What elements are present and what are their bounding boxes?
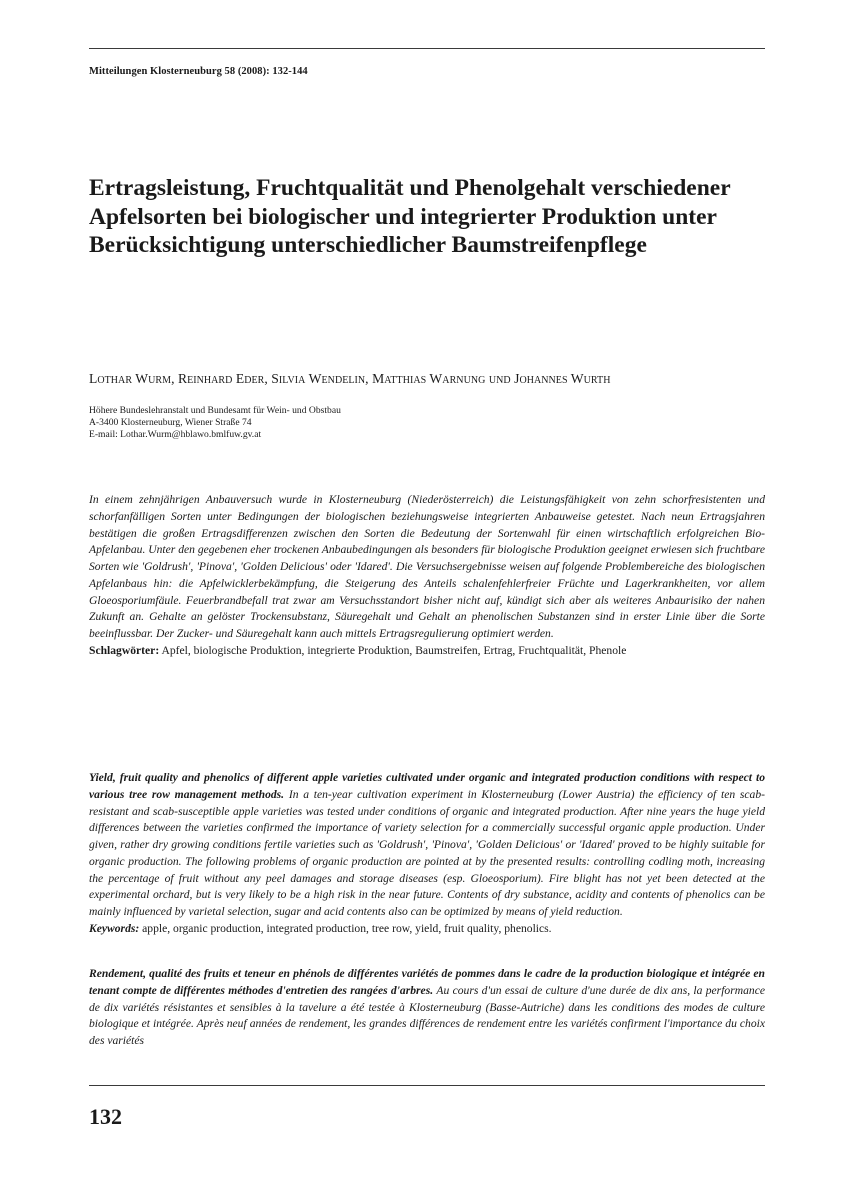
affiliation-address: A-3400 Klosterneuburg, Wiener Straße 74 <box>89 417 252 428</box>
abstract-german <box>89 492 765 660</box>
author-list: Lothar Wurm, Reinhard Eder, Silvia Wendelin, Matthias Warnung und Johannes Wurth <box>89 371 611 386</box>
keywords-english-label: Keywords: <box>89 921 140 935</box>
abstract-english <box>89 770 765 938</box>
journal-citation: Mitteilungen Klosterneuburg 58 (2008): 132-144 <box>89 66 308 77</box>
affiliation-institution: Höhere Bundeslehranstalt und Bundesamt für Wein- und Obstbau <box>89 405 341 416</box>
affiliation-email: E-mail: Lothar.Wurm@hblawo.bmlfuw.gv.at <box>89 429 262 440</box>
abstract-english-title: Yield, fruit quality and phenolics of different apple varieties cultivated under organic and integrated production conditions with respect to various tree row management methods. <box>89 771 765 801</box>
affiliation <box>89 405 341 441</box>
abstract-french-text: Au cours d'un essai de culture d'une durée de dix ans, la performance de dix variétés résistantes et sensibles à la tavelure a été testée à Klosterneuburg (Basse-Autriche) dans les conditions des modes de culture biologique et intégrée. Après neuf années de rendement, les grandes différences de rendement entre les variétés confirment l'importance du choix des variétés <box>89 983 765 1047</box>
keywords-english-list: apple, organic production, integrated production, tree row, yield, fruit quality, phenolics. <box>142 921 552 935</box>
keywords-german-list: Apfel, biologische Produktion, integrierte Produktion, Baumstreifen, Ertrag, Fruchtqualität, Phenole <box>161 643 627 657</box>
top-rule <box>89 48 765 49</box>
abstract-english-body <box>89 770 765 921</box>
keywords-english <box>89 921 765 938</box>
abstract-french-title: Rendement, qualité des fruits et teneur en phénols de différentes variétés de pommes dans le cadre de la production biologique et intégrée en tenant compte de différentes méthodes d'entretien des rangées d'arbres. <box>89 967 765 997</box>
article-title: Ertragsleistung, Fruchtqualität und Phenolgehalt verschiedener Apfelsorten bei biologischer und integrierter Produktion unter Berücksichtigung unterschiedlicher Baumstreifenpflege <box>89 175 731 258</box>
abstract-german-text: In einem zehnjährigen Anbauversuch wurde in Klosterneuburg (Niederösterreich) die Leistungsfähigkeit von zehn schorfresistenten und schorfanfälligen Sorten unter Bedingungen der biologischen beziehungsweise integrierten Anbauweise getestet. Nach neun Ertragsjahren bestätigen die großen Ertragsdifferenzen zwischen den Sorten die Bedeutung der Sortenwahl für einen wirtschaftlich erfolgreichen Bio-Apfelanbau. Unter den gegebenen eher trockenen Anbaubedingungen als besonders für biologische Produktion geeignet erwiesen sich fruchtbare Sorten wie 'Goldrush', 'Pinova', 'Golden Delicious' oder 'Idared'. Die Versuchsergebnisse weisen auf folgende Problembereiche des biologischen Apfelanbaus hin: die Apfelwicklerbekämpfung, die Steigerung des Anteils schalenfehlerfreier Früchte und Lagerkrankheiten, vor allem Gloeosporiumfäule. Feuerbrandbefall trat zwar am Versuchsstandort bisher nicht auf, kündigt sich aber als weiteres Anbaurisiko der nahen Zukunft an. Gehalte an gelöster Trockensubstanz, Säuregehalt und Gehalt an phenolischen Substanzen sind in erster Linie über die Sorte beeinflussbar. Der Zucker- und Säuregehalt kann auch mittels Ertragsregulierung optimiert werden. <box>89 493 765 640</box>
abstract-french <box>89 966 765 1050</box>
abstract-english-text: In a ten-year cultivation experiment in Klosterneuburg (Lower Austria) the efficiency of ten scab-resistant and scab-susceptible apple varieties was tested under conditions of organic and integrated production. After nine years the huge yield differences between the varieties confirmed the importance of variety selection for a commercially successful organic apple production. Under given, rather dry growing conditions fertile varieties such as 'Goldrush', 'Pinova', 'Golden Delicious' or 'Idared' proved to be highly suitable for organic production. The following problems of organic production are pointed at by the presented results: controlling codling moth, increasing the percentage of fruit without any peel damages and storage diseases (esp. Gloeosporium). Fire blight has not yet been detected at the experimental orchard, but is very likely to be a high risk in the near future. Contents of dry substance, acidity and contents of phenolics can be mainly influenced by varietal selection, sugar and acid contents also can be optimized by means of yield reduction. <box>89 787 765 918</box>
abstract-french-body <box>89 966 765 1050</box>
bottom-rule <box>89 1085 765 1086</box>
keywords-german-label: Schlagwörter: <box>89 643 160 657</box>
keywords-german <box>89 643 765 660</box>
page-number: 132 <box>89 1104 122 1129</box>
